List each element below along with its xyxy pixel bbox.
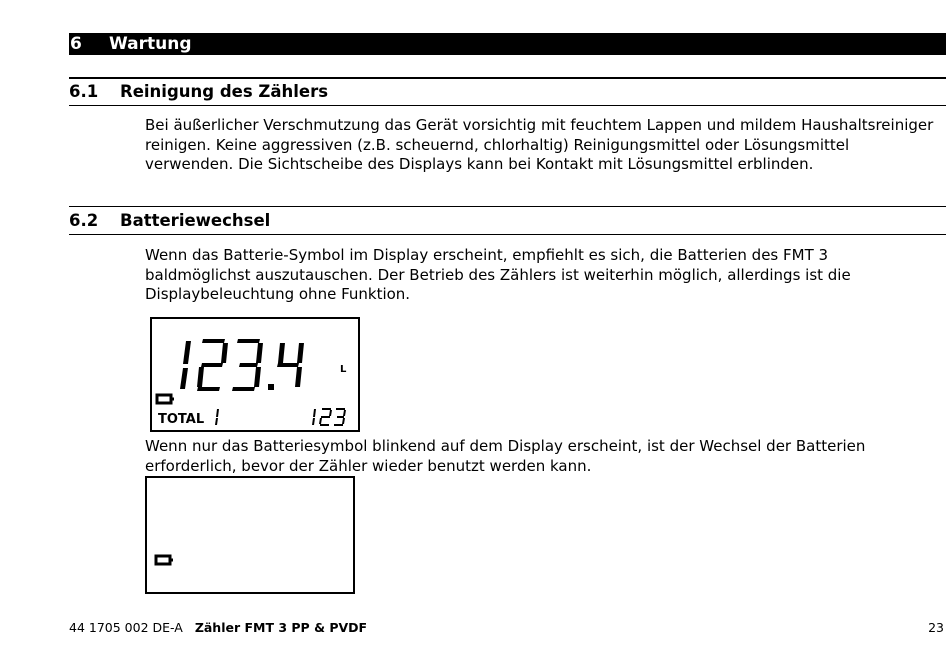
chapter-header xyxy=(69,33,946,55)
lcd-battery-display xyxy=(147,478,353,592)
doc-title: Zähler FMT 3 PP & PVDF xyxy=(194,620,368,635)
section-heading-6-1 xyxy=(69,82,328,102)
battery-low-icon xyxy=(156,556,173,564)
section-heading-6-2 xyxy=(69,211,270,231)
section-title: Reinigung des Zählers xyxy=(120,82,329,101)
section-title: Batteriewechsel xyxy=(120,211,271,230)
section-rule-bottom xyxy=(69,234,946,235)
lcd-digit xyxy=(232,339,263,391)
section-number: 6.1 xyxy=(69,82,99,101)
chapter-number: 6 xyxy=(70,34,82,54)
lcd-decimal-point xyxy=(268,384,274,390)
paragraph-battery-blinking: Wenn nur das Batteriesymbol blinkend auf dem Display erscheint, ist der Wechsel der Batterien erforderlich, bevor der Zähler wieder benutzt werden kann. xyxy=(145,437,866,475)
lcd-unit: L xyxy=(340,364,347,375)
lcd-digit xyxy=(277,343,304,387)
section-rule-top xyxy=(69,206,946,207)
section-number: 6.2 xyxy=(69,211,99,230)
paragraph-battery-symbol: Wenn das Batterie-Symbol im Display erscheint, empfiehlt es sich, die Batterien des FMT 3 baldmöglichst auszutauschen. Der Betrieb des Zählers ist weiterhin möglich, allerdings ist die Displaybeleuchtung ohne Funktion. xyxy=(145,246,851,303)
lcd-total-index xyxy=(215,409,219,425)
footer-left xyxy=(69,620,367,636)
lcd-display-battery-only xyxy=(145,476,355,594)
lcd-total-value xyxy=(312,408,346,426)
lcd-digit xyxy=(180,341,191,389)
paragraph-cleaning: Bei äußerlicher Verschmutzung das Gerät vorsichtig mit feuchtem Lappen und mildem Haushaltsreiniger reinigen. Keine aggressiven (z.B. scheuernd, chlorhaltig) Reinigungsmittel oder Lösungsmittel verwenden. Die Sichtscheibe des Displays kann bei Kontakt mit Lösungsmittel erblinden. xyxy=(145,116,934,173)
battery-low-icon xyxy=(157,395,174,403)
lcd-display-full xyxy=(150,317,360,432)
lcd-digit xyxy=(197,339,228,391)
doc-number: 44 1705 002 DE-A xyxy=(69,620,183,635)
lcd-total-label: TOTAL xyxy=(158,412,205,427)
section-rule-top xyxy=(69,77,946,79)
chapter-title: Wartung xyxy=(109,34,192,54)
lcd-digits xyxy=(152,319,358,430)
page-number: 23 xyxy=(928,620,944,635)
section-rule-bottom xyxy=(69,105,946,106)
